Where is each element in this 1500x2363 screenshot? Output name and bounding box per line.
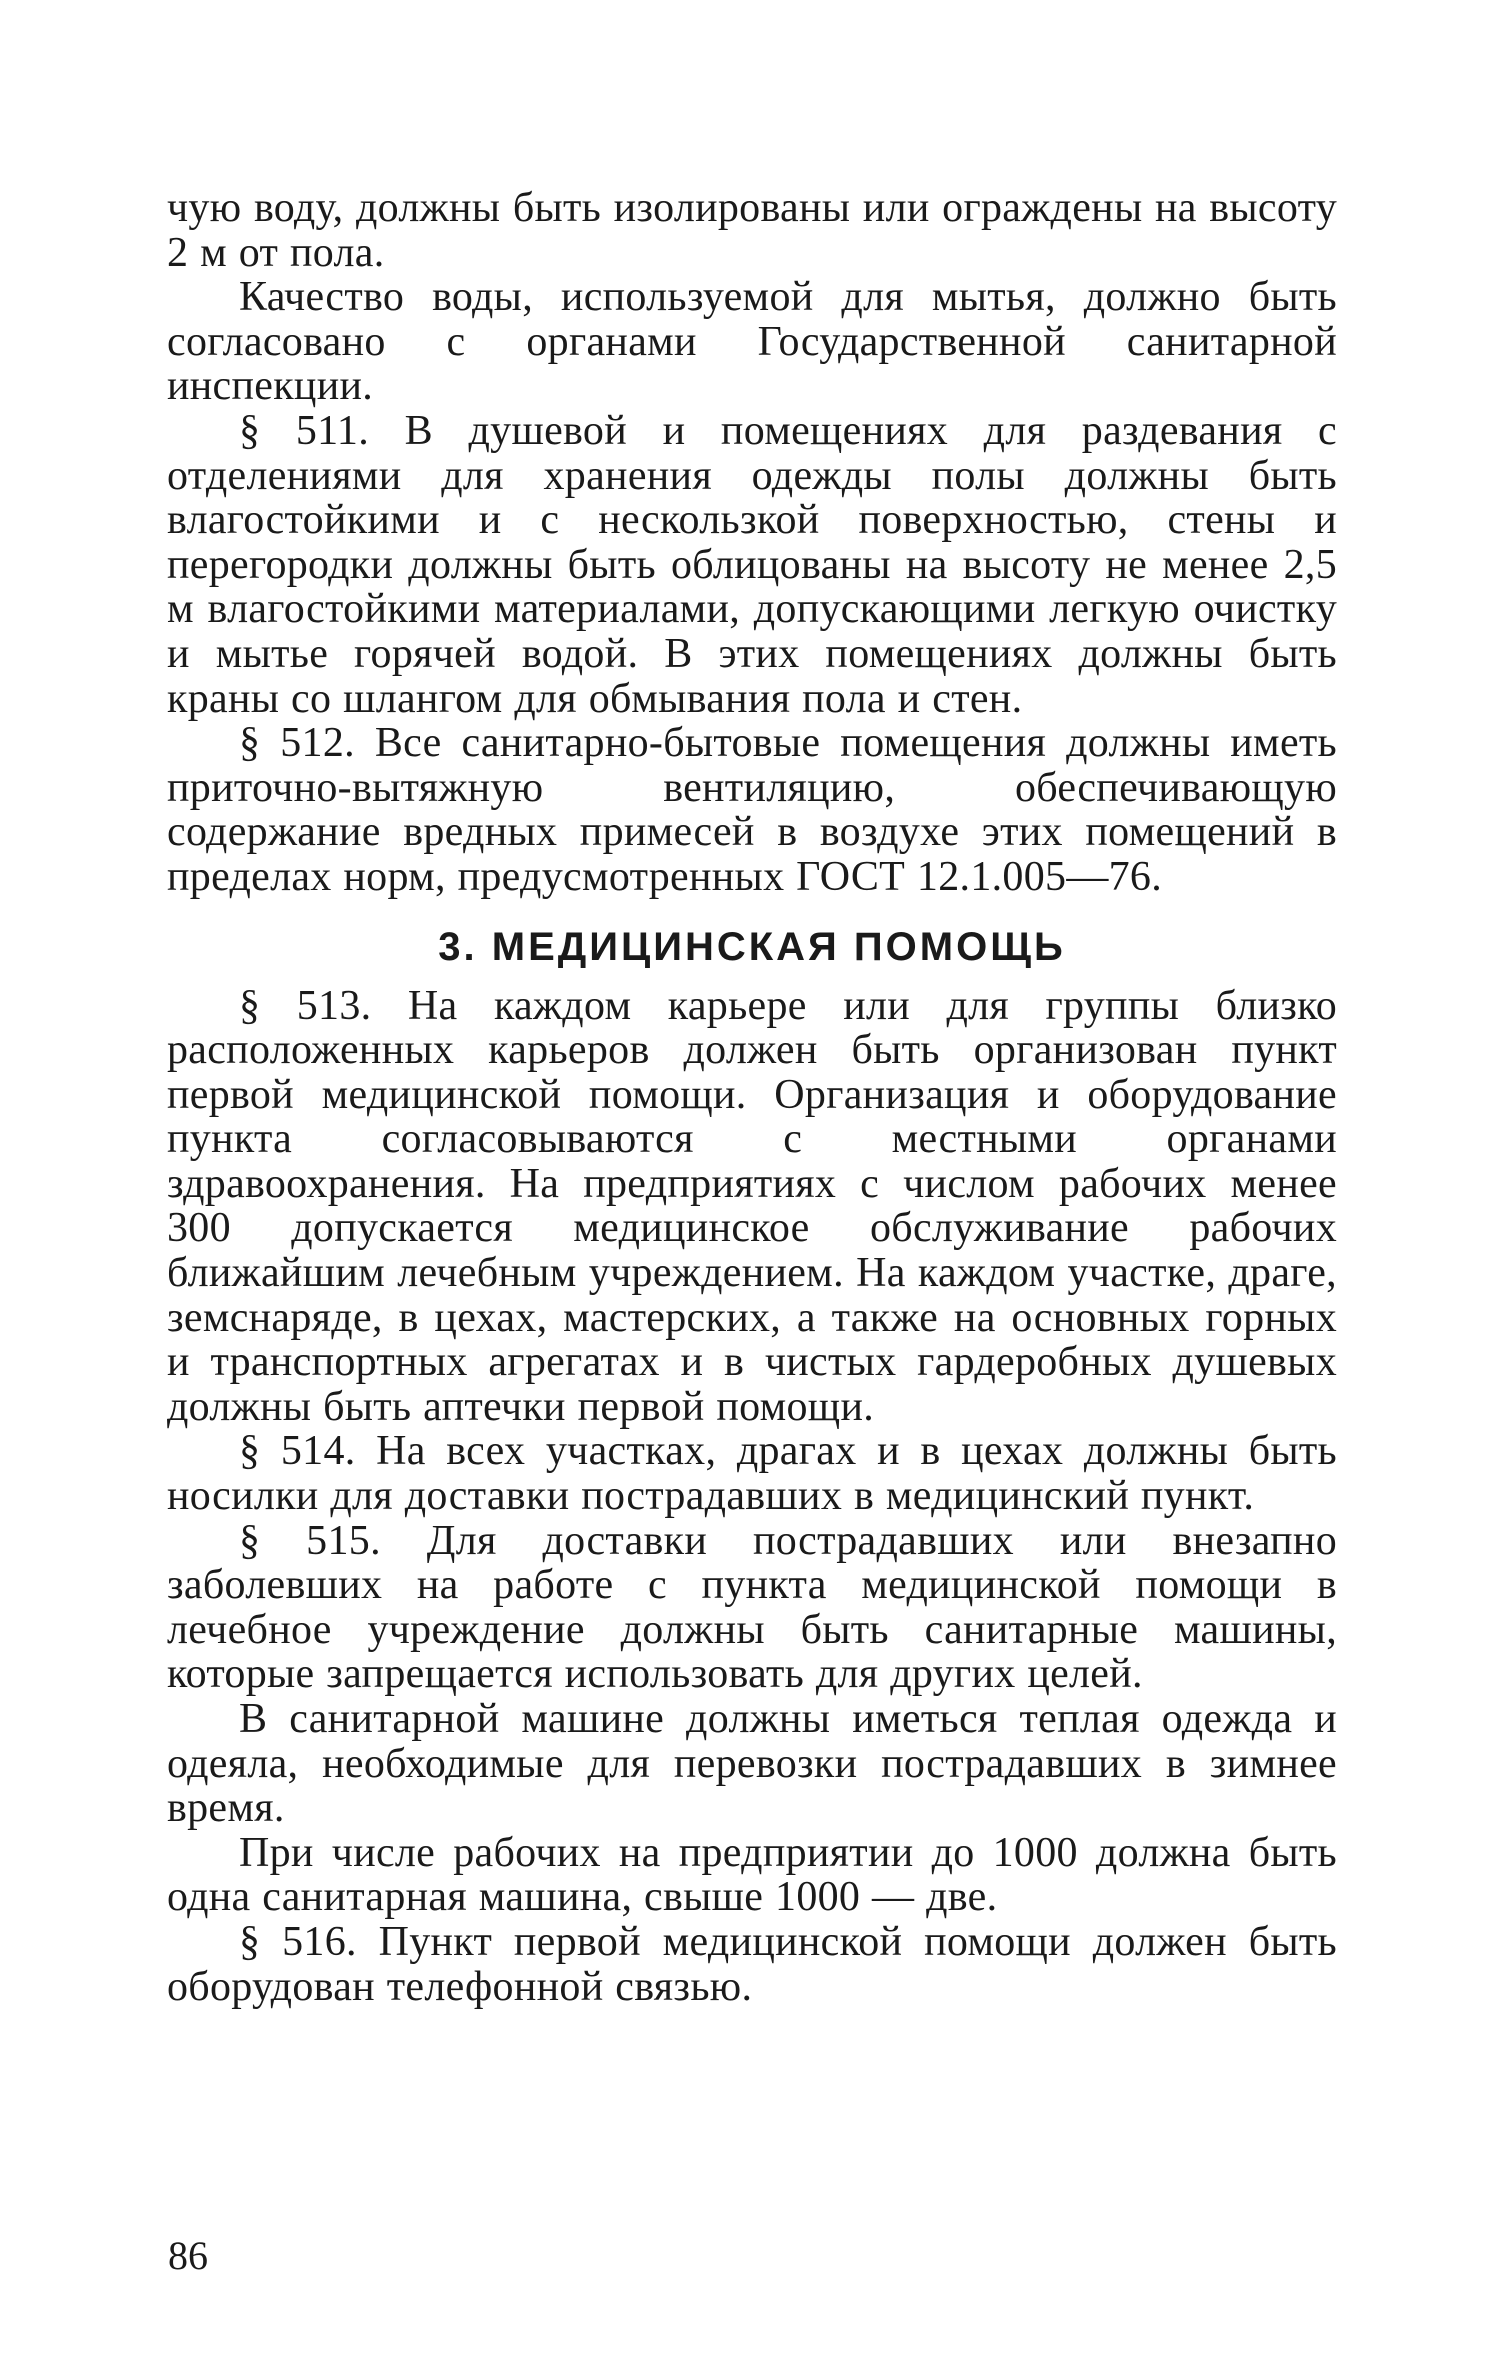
page-body [167, 186, 1337, 2009]
paragraph-513: § 513. На каждом карьере или для группы близко расположенных карьеров должен быть организован пункт первой медицинской помощи. Организация и оборудование пункта согласовываются с местными органами здравоохранения. На предприятиях с числом рабочих менее 300 допускается медицинское обслуживание рабочих ближайшим лечебным учреждением. На каждом участке, драге, земснаряде, в цехах, мастерских, а также на основных горных и транспортных агрегатах и в чистых гардеробных душевых должны быть аптечки первой помощи. [167, 982, 1337, 1430]
paragraph-516: § 516. Пункт первой медицинской помощи должен быть оборудован телефонной связью. [167, 1918, 1337, 2010]
paragraph-ambulance-clothing: В санитарной машине должны иметься теплая одежда и одеяла, необходимые для перевозки пострадавших в зимнее время. [167, 1696, 1337, 1832]
page-number: 86 [168, 2233, 208, 2278]
paragraph-515: § 515. Для доставки пострадавших или внезапно заболевших на работе с пункта медицинской помощи в лечебное учреждение должны быть санитарные машины, которые запрещается использовать для других целей. [167, 1517, 1337, 1698]
paragraph-continuation: чую воду, должны быть изолированы или ограждены на высоту 2 м от пола. [167, 185, 1337, 276]
paragraph-514: § 514. На всех участках, драгах и в цехах должны быть носилки для доставки пострадавших в медицинский пункт. [167, 1428, 1337, 1520]
paragraph-water-quality: Качество воды, используемой для мытья, должно быть согласовано с органами Государственной санитарной инспекции. [167, 274, 1337, 410]
paragraph-512: § 512. Все санитарно-бытовые помещения должны иметь приточно-вытяжную вентиляцию, обеспечивающую содержание вредных примесей в воздухе этих помещений в пределах норм, предусмотренных ГОСТ 12.1.005—76. [167, 720, 1337, 900]
paragraph-511: § 511. В душевой и помещениях для раздевания с отделениями для хранения одежды полы должны быть влагостойкими и с нескользкой поверхностью, стены и перегородки должны быть облицованы на высоту не менее 2,5 м влагостойкими материалами, допускающими легкую очистку и мытье горячей водой. В этих помещениях должны быть краны со шлангом для обмывания пола и стен. [167, 407, 1337, 722]
paragraph-ambulance-count: При числе рабочих на предприятии до 1000 должна быть одна санитарная машина, свыше 1000 — две. [167, 1829, 1337, 1921]
section-heading: 3. МЕДИЦИНСКАЯ ПОМОЩЬ [438, 924, 1066, 969]
